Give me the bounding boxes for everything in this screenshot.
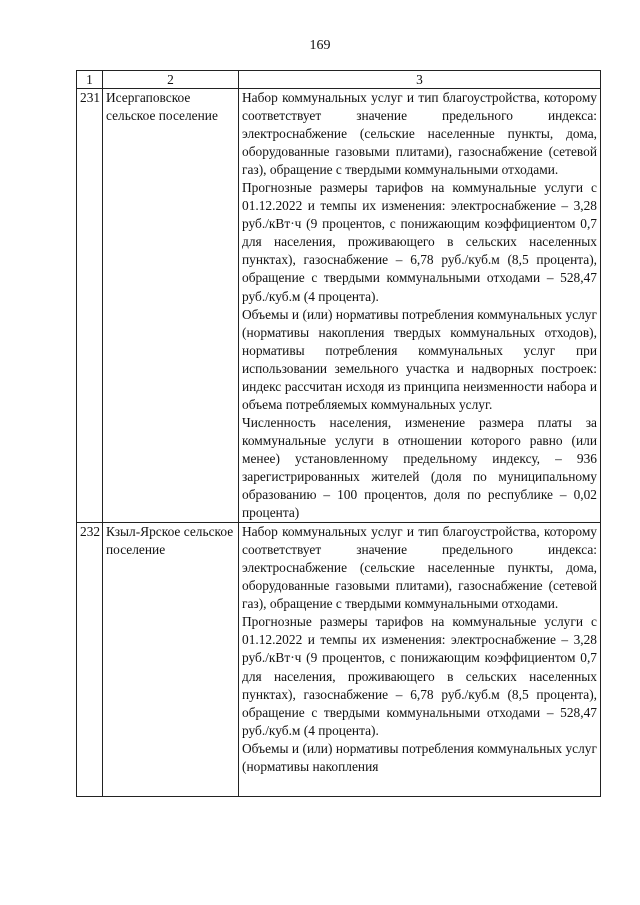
column-header-3: 3 [239,71,601,89]
settlement-name: Исергаповское сельское поселение [103,89,239,523]
column-header-2: 2 [103,71,239,89]
column-header-1: 1 [77,71,103,89]
row-number: 232 [77,523,103,797]
paragraph-tariffs: Прогнозные размеры тарифов на коммунальные услуги с 01.12.2022 и темпы их изменения: электроснабжение – 3,28 руб./кВт·ч (9 процентов, с понижающим коэффициентом 0,7 для населения, проживающего в сельских населенных пунктах), газоснабжение – 6,78 руб./куб.м (8,5 процента), обращение с твердыми коммунальными отходами – 528,47 руб./куб.м (4 процента). [242,614,597,738]
row-description [239,523,601,797]
row-number: 231 [77,89,103,523]
table-header-row [77,71,601,89]
paragraph-services: Набор коммунальных услуг и тип благоустройства, которому соответствует значение предельного индекса: электроснабжение (сельские населенные пункты, дома, оборудованные газовыми плитами), газоснабжение (сетевой газ), обращение с твердыми коммунальными отходами. [242,90,597,178]
row-description [239,89,601,523]
page-number: 169 [309,38,331,53]
paragraph-population: Численность населения, изменение размера платы за коммунальные услуги в отношении которого равно (или менее) установленному предельному индексу, – 936 зарегистрированных жителей (доля по муниципальному образованию – 100 процентов, доля по республике – 0,02 процента) [242,414,597,521]
paragraph-norms: Объемы и (или) нормативы потребления коммунальных услуг (нормативы накопления твердых коммунальных отходов), нормативы потребления коммунальных услуг при использовании земельного участка и надворных построек: индекс рассчитан исходя из принципа неизменности набора и объема потребляемых коммунальных услуг. [242,306,597,412]
tariff-table [76,70,601,797]
paragraph-tariffs: Прогнозные размеры тарифов на коммунальные услуги с 01.12.2022 и темпы их изменения: электроснабжение – 3,28 руб./кВт·ч (9 процентов, с понижающим коэффициентом 0,7 для населения, проживающего в сельских населенных пунктах), газоснабжение – 6,78 руб./куб.м (8,5 процента), обращение с твердыми коммунальными отходами – 528,47 руб./куб.м (4 процента). [242,180,597,304]
paragraph-norms: Объемы и (или) нормативы потребления коммунальных услуг (нормативы накопления [242,740,597,774]
settlement-name: Кзыл-Ярское сельское поселение [103,523,239,797]
paragraph-services: Набор коммунальных услуг и тип благоустройства, которому соответствует значение предельного индекса: электроснабжение (сельские населенные пункты, дома, оборудованные газовыми плитами), газоснабжение (сетевой газ), обращение с твердыми коммунальными отходами. [242,524,597,612]
table-row [77,89,601,523]
table-row [77,523,601,797]
